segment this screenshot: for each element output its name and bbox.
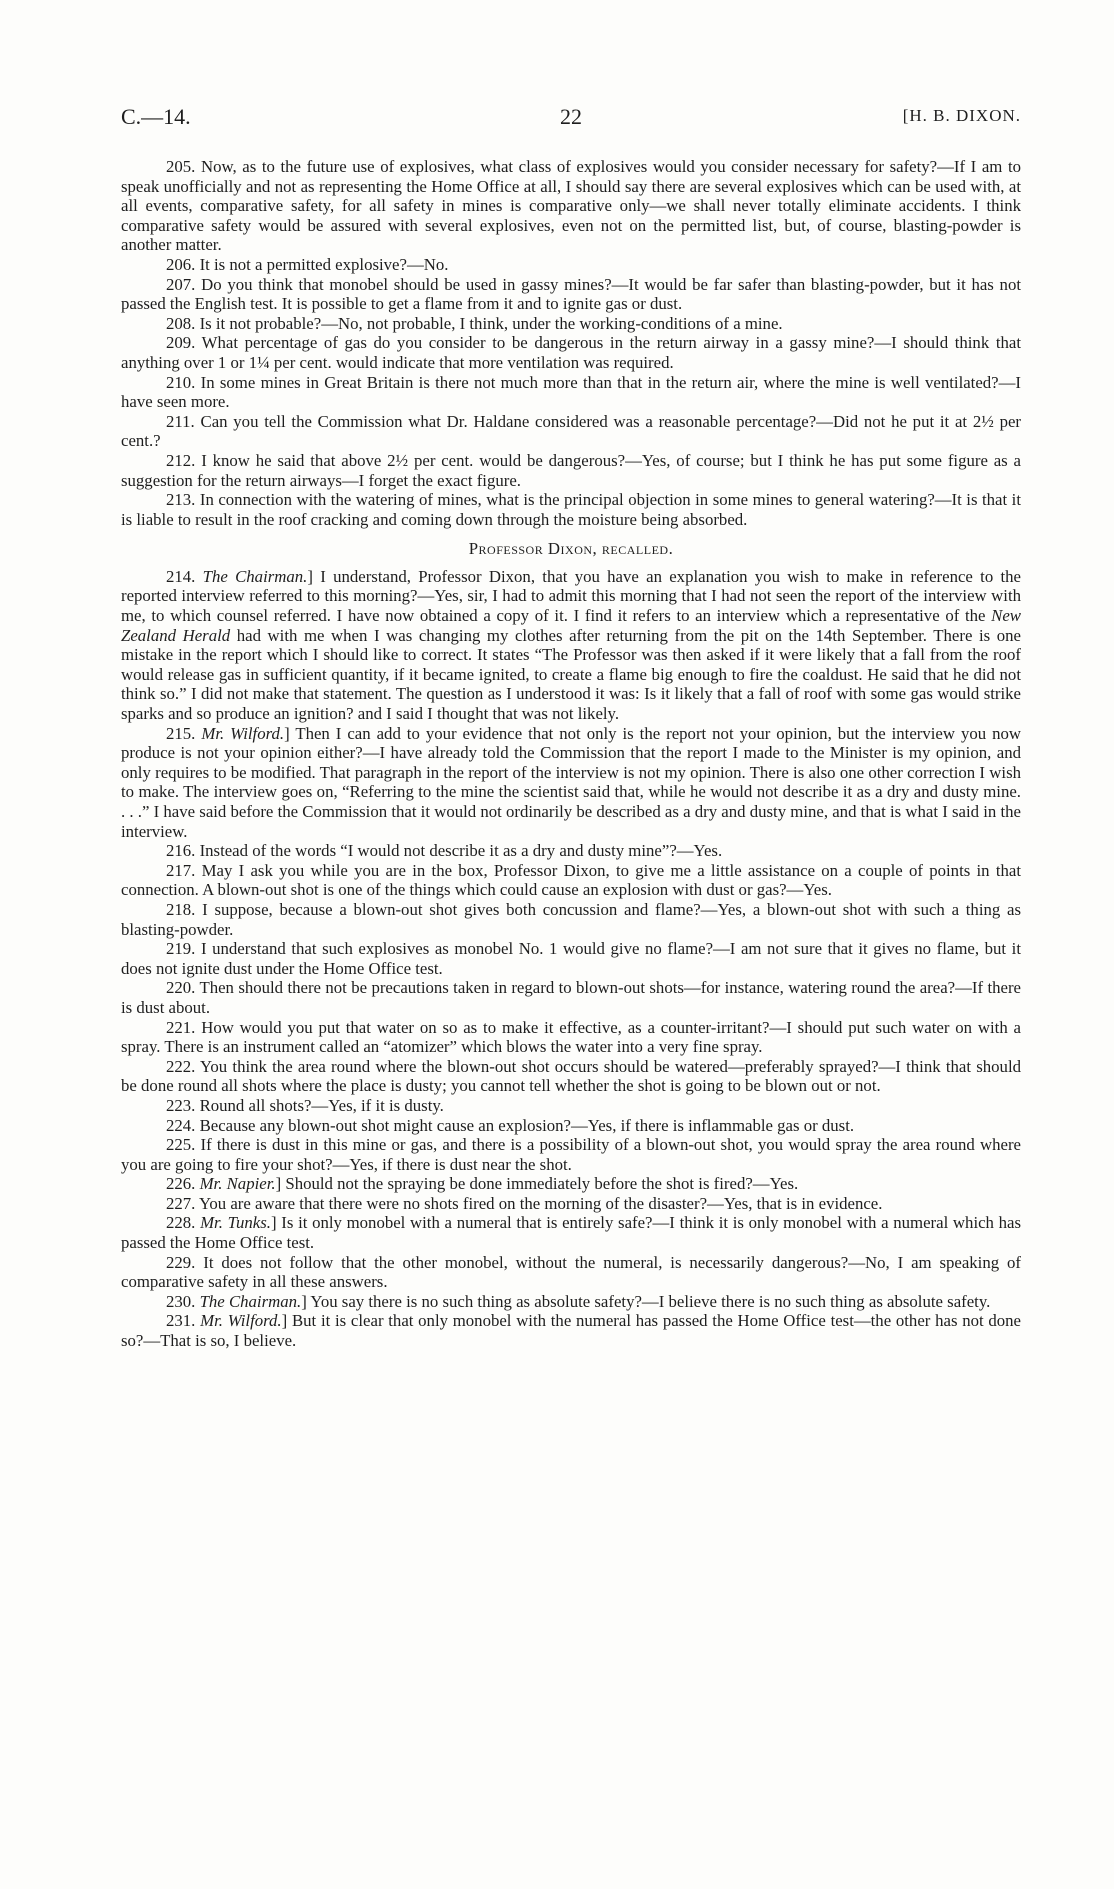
paragraph: 218. I suppose, because a blown-out shot gives both concussion and flame?—Yes, a blown-out shot with such a thing as blasting-powder.	[121, 899, 1021, 939]
paragraph-text: ] I understand, Professor Dixon, that you have an explanation you wish to make in reference to the reported interview referred to this morning?—Yes, sir, I had to admit this morning that I had not seen the report of the interview with me, to which counsel referred. I have now obtained a copy of it. I find it refers to an interview which a representative of the	[121, 566, 1021, 626]
speaker: Mr. Napier.	[199, 1174, 276, 1194]
paragraph: 206. It is not a permitted explosive?—No.	[166, 254, 449, 274]
paragraph	[121, 1174, 1021, 1194]
paragraph: 208. Is it not probable?—No, not probable, I think, under the working-conditions of a mine.	[166, 313, 783, 333]
paragraph-text: had with me when I was changing my clothes after returning from the pit on the 14th September. There is one mistake in the report which I should like to correct. It states “The Professor was then asked if it were likely that a fall from the roof would release gas in sufficient quantity, if it became ignited, to create a flame big enough to fire the coaldust. He said that he did not think so.” I did not make that statement. The question as I understood it was: Is it likely that a fall of roof with some gas would strike sparks and so produce an ignition? and I said I thought that was not likely.	[121, 625, 1021, 724]
paragraph: 224. Because any blown-out shot might cause an explosion?—Yes, if there is inflammable gas or dust.	[166, 1115, 855, 1135]
document-body	[121, 157, 1021, 1351]
paragraph: 216. Instead of the words “I would not describe it as a dry and dusty mine”?—Yes.	[166, 841, 723, 861]
newspaper-title: New Zealand Herald	[121, 606, 1021, 645]
speaker: The Chairman.	[202, 566, 308, 586]
question-number: 230.	[166, 1291, 196, 1311]
paragraph: 211. Can you tell the Commission what Dr. Haldane considered was a reasonable percentage?—Did not he put it at 2½ per cent.?	[121, 411, 1021, 451]
paragraph	[121, 567, 1021, 724]
paragraph	[121, 1311, 1021, 1350]
paragraph: 227. You are aware that there were no shots fired on the morning of the disaster?—Yes, that is in evidence.	[166, 1193, 883, 1213]
question-number: 226.	[166, 1174, 196, 1194]
paragraph	[121, 1213, 1021, 1252]
paragraph-text: ] Is it only monobel with a numeral that is entirely safe?—I think it is only monobel with a numeral which has passed the Home Office test.	[121, 1213, 1022, 1253]
paragraph: 217. May I ask you while you are in the box, Professor Dixon, to give me a little assistance on a couple of points in that connection. A blown-out shot is one of the things which could cause an explosion with dust or gas?—Yes.	[121, 860, 1021, 900]
paragraph: 223. Round all shots?—Yes, if it is dusty.	[166, 1095, 444, 1115]
question-number: 231.	[166, 1311, 196, 1331]
paragraph: 220. Then should there not be precautions taken in regard to blown-out shots—for instance, watering round the area?—If there is dust about.	[121, 978, 1021, 1017]
page-number: 22	[560, 104, 582, 129]
paragraph: 229. It does not follow that the other monobel, without the numeral, is necessarily dangerous?—No, I am speaking of comparative safety in all these answers.	[121, 1252, 1021, 1292]
speaker: The Chairman.	[199, 1291, 302, 1311]
speaker: Mr. Tunks.	[200, 1213, 271, 1233]
paragraph: 210. In some mines in Great Britain is there not much more than that in the return air, where the mine is well ventilated?—I have seen more.	[121, 372, 1021, 412]
section-heading: Professor Dixon, recalled.	[468, 539, 674, 559]
question-number: 228.	[166, 1213, 196, 1233]
speaker: Mr. Wilford.	[200, 1311, 282, 1331]
document-code: C.—14.	[121, 104, 191, 129]
paragraph: 212. I know he said that above 2½ per cent. would be dangerous?—Yes, of course; but I think he has put some figure as a suggestion for the return airways—I forget the exact figure.	[121, 450, 1021, 490]
paragraph: 205. Now, as to the future use of explosives, what class of explosives would you consider necessary for safety?—If I am to speak unofficially and not as representing the Home Office at all, I should say there are several explosives which can be used with, at all events, comparative safety, for all safety in mines is comparative only—we shall never totally eliminate accidents. I think comparative safety would be assured with several explosives, even not on the permitted list, but, of course, blasting-powder is another matter.	[121, 157, 1021, 255]
paragraph: 222. You think the area round where the blown-out shot occurs should be watered—preferably sprayed?—I think that should be done round all shots where the place is dusty; you cannot tell whether the shot is going to be blown out or not.	[121, 1056, 1021, 1096]
question-number: 215.	[166, 723, 196, 743]
paragraph: 213. In connection with the watering of mines, what is the principal objection in some mines to general watering?—It is that it is liable to result in the roof cracking and coming down through the moisture being absorbed.	[121, 490, 1021, 529]
paragraph-text: ] But it is clear that only monobel with the numeral has passed the Home Office test—the other has not done so?—That is so, I believe.	[121, 1311, 1022, 1351]
paragraph: 225. If there is dust in this mine or gas, and there is a possibility of a blown-out shot, you would spray the area round where you are going to fire your shot?—Yes, if there is dust near the shot.	[121, 1135, 1021, 1174]
paragraph	[121, 1292, 1021, 1312]
paragraph: 221. How would you put that water on so as to make it effective, as a counter-irritant?—I should put such water on with a spray. There is an instrument called an “atomizer” which blows the water into a very fine spray.	[121, 1017, 1021, 1057]
witness-name: [H. B. DIXON.	[902, 106, 1021, 125]
paragraph	[121, 724, 1021, 842]
paragraph-text: ] You say there is no such thing as absolute safety?—I believe there is no such thing as absolute safety.	[301, 1291, 991, 1311]
speaker: Mr. Wilford.	[201, 723, 285, 743]
paragraph-text: ] Then I can add to your evidence that not only is the report not your opinion, but the interview you now produce is not your opinion either?—I have already told the Commission that the report I made to the Minister is my opinion, and only requires to be modified. That paragraph in the report of the interview is not my opinion. There is also one other correction I wish to make. The interview goes on, “Referring to the mine the scientist said that, while he would not describe it as a dry and dusty mine. . . .” I have said before the Commission that it would not ordinarily be described as a dry and dusty mine, and that is what I said in the interview.	[121, 723, 1021, 841]
paragraph-text: ] Should not the spraying be done immediately before the shot is fired?—Yes.	[275, 1174, 799, 1194]
paragraph: 209. What percentage of gas do you consider to be dangerous in the return airway in a gassy mine?—I should think that anything over 1 or 1¼ per cent. would indicate that more ventilation was required.	[121, 333, 1021, 372]
page-header	[121, 104, 1021, 134]
paragraph: 207. Do you think that monobel should be used in gassy mines?—It would be far safer than blasting-powder, but it has not passed the English test. It is possible to get a flame from it and to ignite gas or dust.	[121, 274, 1021, 314]
paragraph: 219. I understand that such explosives as monobel No. 1 would give no flame?—I am not sure that it gives no flame, but it does not ignite dust under the Home Office test.	[121, 939, 1021, 978]
question-number: 214.	[166, 566, 196, 586]
